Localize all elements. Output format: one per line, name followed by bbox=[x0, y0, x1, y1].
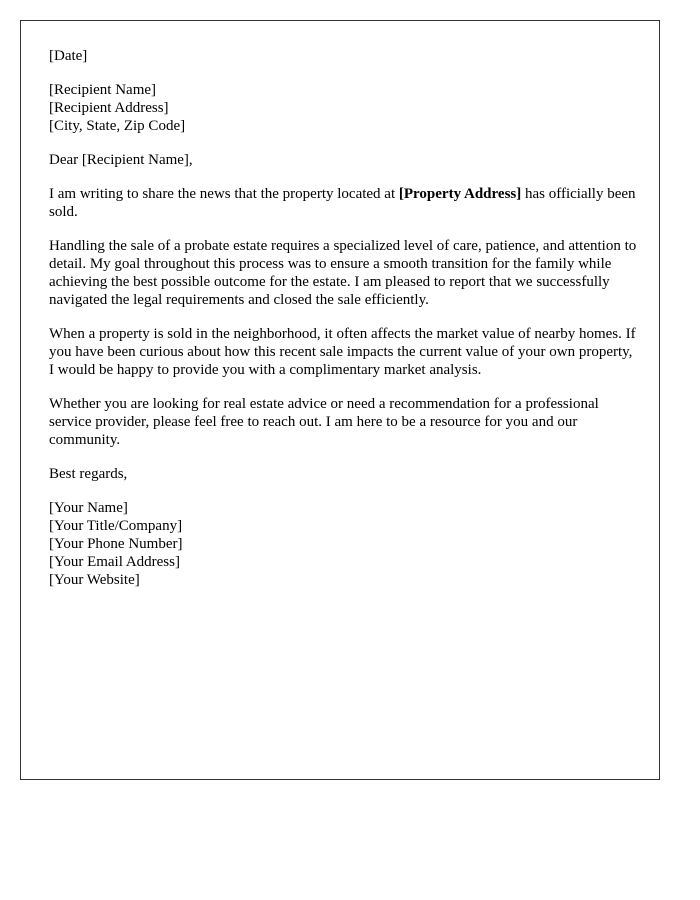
letter-date: [Date] bbox=[49, 48, 88, 64]
closing: Best regards, bbox=[49, 466, 128, 482]
signature-email: [Your Email Address] bbox=[49, 554, 180, 570]
letter-body bbox=[49, 47, 639, 605]
signature-block bbox=[49, 499, 639, 589]
recipient-city-state-zip: [City, State, Zip Code] bbox=[49, 118, 186, 134]
intro-text-after: has officially been sold. bbox=[49, 186, 636, 220]
signature-name: [Your Name] bbox=[49, 500, 128, 516]
signature-title-company: [Your Title/Company] bbox=[49, 518, 183, 534]
signature-website: [Your Website] bbox=[49, 572, 140, 588]
salutation: Dear [Recipient Name], bbox=[49, 152, 193, 168]
intro-text-before: I am writing to share the news that the property located at bbox=[49, 186, 399, 202]
recipient-address: [Recipient Address] bbox=[49, 100, 169, 116]
property-address: [Property Address] bbox=[398, 186, 522, 202]
recipient-name: [Recipient Name] bbox=[49, 82, 157, 98]
intro-paragraph bbox=[49, 185, 639, 221]
paragraph-resource: Whether you are looking for real estate advice or need a recommendation for a professional service provider, please feel free to reach out. I am here to be a resource for you and our community. bbox=[49, 396, 599, 448]
recipient-block bbox=[49, 81, 639, 135]
paragraph-probate: Handling the sale of a probate estate requires a specialized level of care, patience, and attention to detail. My goal throughout this process was to ensure a smooth transition for the family while achieving the best possible outcome for the estate. I am pleased to report that we successfully navigated the legal requirements and closed the sale efficiently. bbox=[49, 238, 637, 308]
signature-phone: [Your Phone Number] bbox=[49, 536, 183, 552]
date-block bbox=[49, 47, 639, 65]
paragraph-market-value: When a property is sold in the neighborhood, it often affects the market value of nearby homes. If you have been curious about how this recent sale impacts the current value of your own property, I would be happy to provide you with a complimentary market analysis. bbox=[49, 326, 636, 378]
